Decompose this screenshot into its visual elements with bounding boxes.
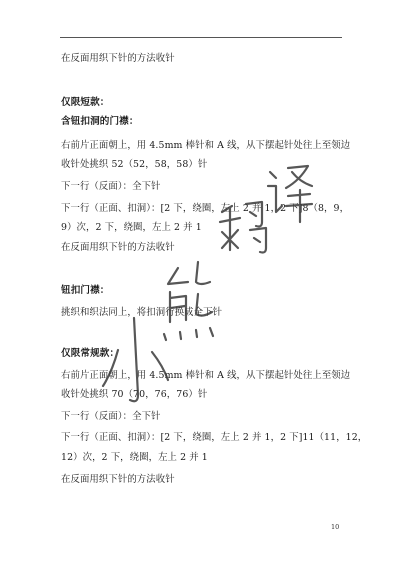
text-line: 收针处挑织 52（52，58，58）针 (61, 159, 208, 170)
text-line: 右前片正面朝上，用 4.5mm 棒针和 A 线，从下摆起针处往上至领边 (61, 140, 351, 151)
text-line: 挑织和织法同上，将扣洞行换成全下针 (61, 307, 223, 318)
text-line: 12）次，2 下，绕圈，左上 2 并 1 (61, 452, 208, 463)
subsection-heading: 钮扣门襟： (61, 285, 110, 296)
text-line: 右前片正面朝上，用 4.5mm 棒针和 A 线，从下摆起针处往上至领边 (61, 370, 351, 381)
text-line: 下一行（正面、扣洞）：[2 下，绕圈，左上 2 并 1，2 下]11（11，12， (61, 432, 368, 443)
text-line: 在反面用织下针的方法收针 (61, 53, 175, 64)
section-heading: 仅限短款： (61, 97, 110, 108)
text-line: 在反面用织下针的方法收针 (61, 474, 175, 485)
header-rule (60, 37, 342, 38)
text-line: 下一行（反面）：全下针 (61, 181, 161, 192)
text-line: 下一行（正面、扣洞）：[2 下，绕圈，左上 2 并 1，2 下]8（8，9， (61, 203, 350, 214)
text-line: 9）次，2 下，绕圈，左上 2 并 1 (61, 222, 202, 233)
text-line: 在反面用织下针的方法收针 (61, 242, 175, 253)
text-line: 收针处挑织 70（70，76，76）针 (61, 389, 208, 400)
page-number: 10 (331, 523, 340, 531)
section-heading: 仅限常规款： (61, 348, 120, 359)
subsection-heading: 含钮扣洞的门襟： (61, 116, 139, 127)
text-line: 下一行（反面）：全下针 (61, 411, 161, 422)
